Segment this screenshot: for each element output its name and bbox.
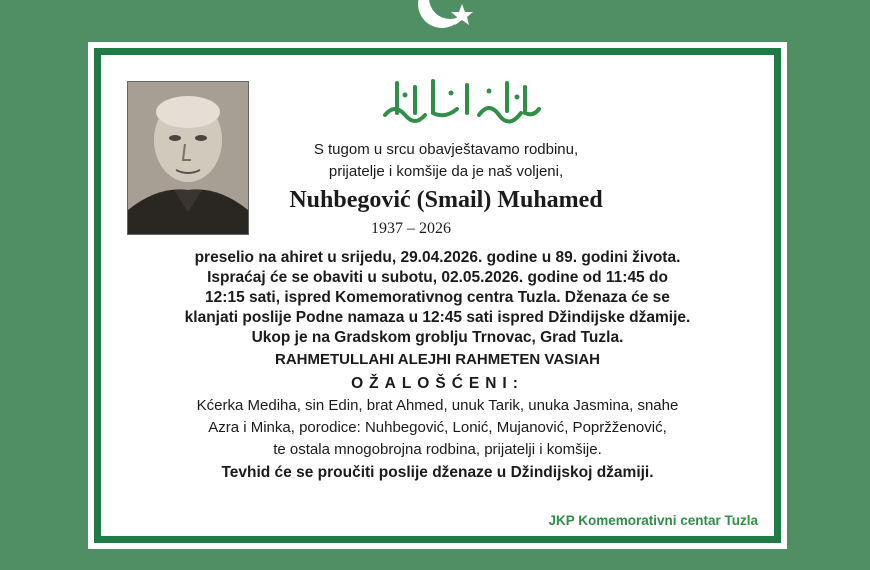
- detail-line-2: Ispraćaj će se obaviti u subotu, 02.05.2026. godine od 11:45 do: [207, 269, 668, 286]
- mourners-line-3: te ostala mnogobrojna rodbina, prijatelji i komšije.: [273, 441, 602, 458]
- mourners-line-2: Azra i Minka, porodice: Nuhbegović, Lonić, Mujanović, Popržženović,: [208, 419, 667, 436]
- arabic-calligraphy: [375, 73, 545, 125]
- organization-name: JKP Komemorativni centar Tuzla: [548, 513, 758, 528]
- intro-line-2: prijatelje i komšije da je naš voljeni,: [328, 163, 564, 180]
- obituary-frame: [88, 42, 787, 549]
- detail-line-5: Ukop je na Gradskom groblju Trnovac, Grad Tuzla.: [251, 329, 624, 346]
- detail-line-3: 12:15 sati, ispred Komemorativnog centra Tuzla. Dženaza će se: [205, 289, 670, 306]
- obituary-card: [101, 55, 774, 536]
- mourners-line-1: Kćerka Mediha, sin Edin, brat Ahmed, unuk Tarik, unuka Jasmina, snahe: [196, 397, 679, 414]
- deceased-name: Nuhbegović (Smail) Muhamed: [289, 187, 603, 213]
- detail-line-4: klanjati poslije Podne namaza u 12:45 sati ispred Džindijske džamije.: [184, 309, 691, 326]
- life-years: 1937 – 2026: [371, 220, 451, 237]
- detail-line-1: preselio na ahiret u srijedu, 29.04.2026. godine u 89. godini života.: [194, 249, 681, 266]
- tevhid-line: Tevhid će se proučiti poslije dženaze u Džindijskoj džamiji.: [221, 464, 654, 481]
- intro-line-1: S tugom u srcu obavještavamo rodbinu,: [313, 141, 579, 158]
- crescent-star-icon: [412, 0, 482, 34]
- mourners-heading: OŽALOŠĆENI:: [351, 375, 524, 392]
- portrait-photo: [127, 81, 249, 235]
- prayer-line: RAHMETULLAHI ALEJHI RAHMETEN VASIAH: [275, 351, 600, 368]
